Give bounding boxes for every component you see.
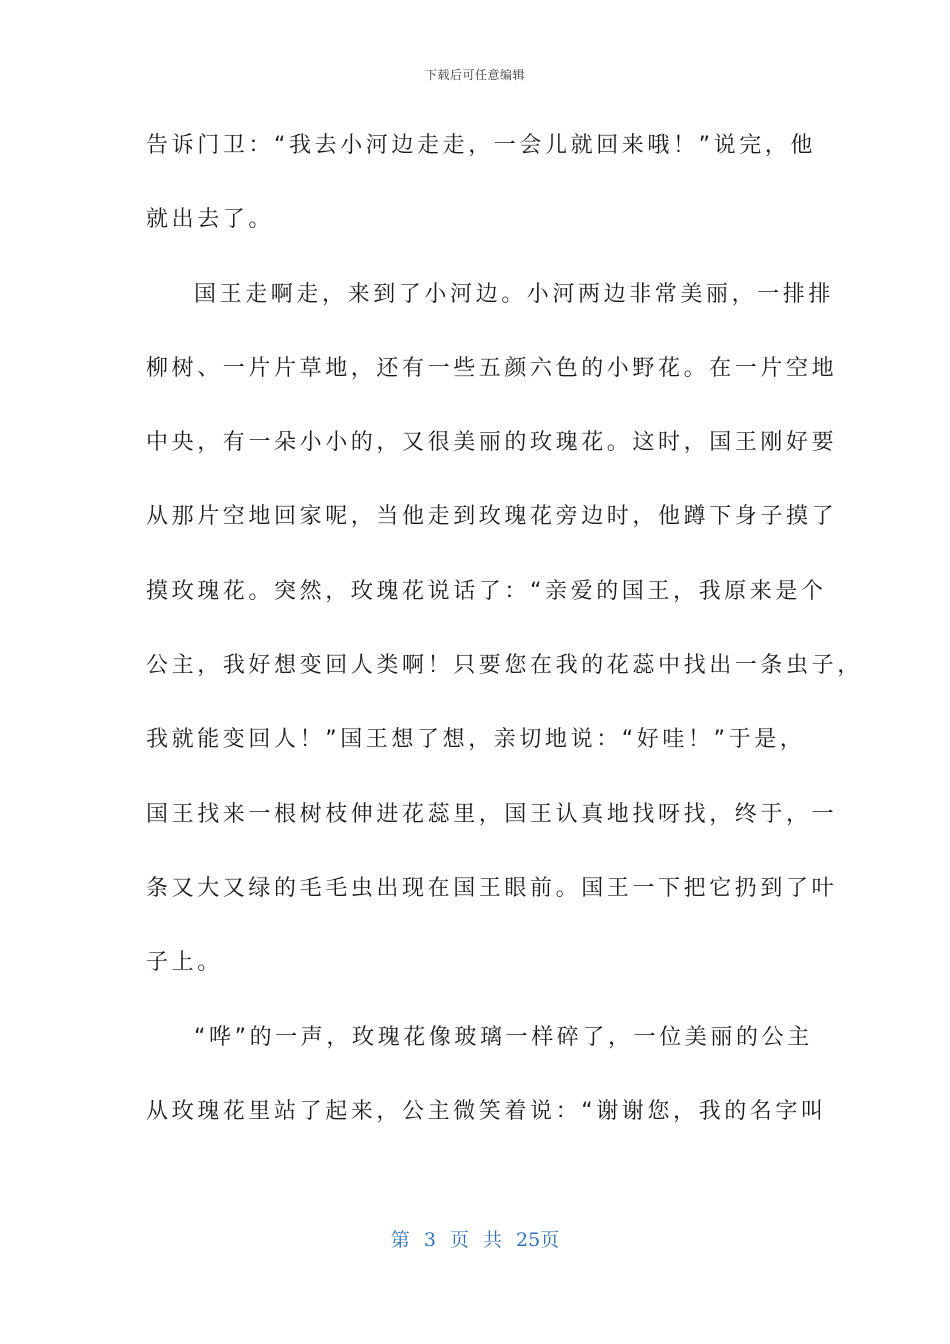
- text-line: 柳树、一片片草地，还有一些五颜六色的小野花。在一片空地: [146, 355, 838, 381]
- paragraph-start-line: “哗”的一声，玫瑰花像玻璃一样碎了，一位美丽的公主: [194, 1024, 813, 1050]
- text-line: 告诉门卫：“我去小河边走走，一会儿就回来哦！”说完，他: [146, 133, 816, 158]
- text-line: 子上。: [146, 950, 223, 976]
- page-header: 下载后可任意编辑: [424, 68, 525, 82]
- text-line: 中央，有一朵小小的，又很美丽的玫瑰花。这时，国王刚好要: [146, 430, 838, 456]
- text-line: 从玫瑰花里站了起来，公主微笑着说：“谢谢您，我的名字叫: [146, 1098, 827, 1124]
- text-line: 从那片空地回家呢，当他走到玫瑰花旁边时，他蹲下身子摸了: [146, 504, 838, 530]
- text-line: 就出去了。: [146, 207, 275, 233]
- text-line: 我就能变回人！”国王想了想，亲切地说：“好哇！”于是，: [146, 727, 806, 753]
- text-line: 国王找来一根树枝伸进花蕊里，国王认真地找呀找，终于，一: [146, 801, 838, 827]
- page-footer-page-number: 第 3 页 共 25页: [390, 1229, 560, 1251]
- text-line: 摸玫瑰花。突然，玫瑰花说话了：“亲爱的国王，我原来是个: [146, 578, 827, 604]
- text-line: 公主，我好想变回人类啊！只要您在我的花蕊中找出一条虫子，: [146, 653, 863, 679]
- document-body: [146, 127, 863, 1167]
- paragraph-start-line: 国王走啊走，来到了小河边。小河两边非常美丽，一排排: [194, 281, 835, 307]
- text-line: 条又大又绿的毛毛虫出现在国王眼前。国王一下把它扔到了叶: [146, 875, 838, 901]
